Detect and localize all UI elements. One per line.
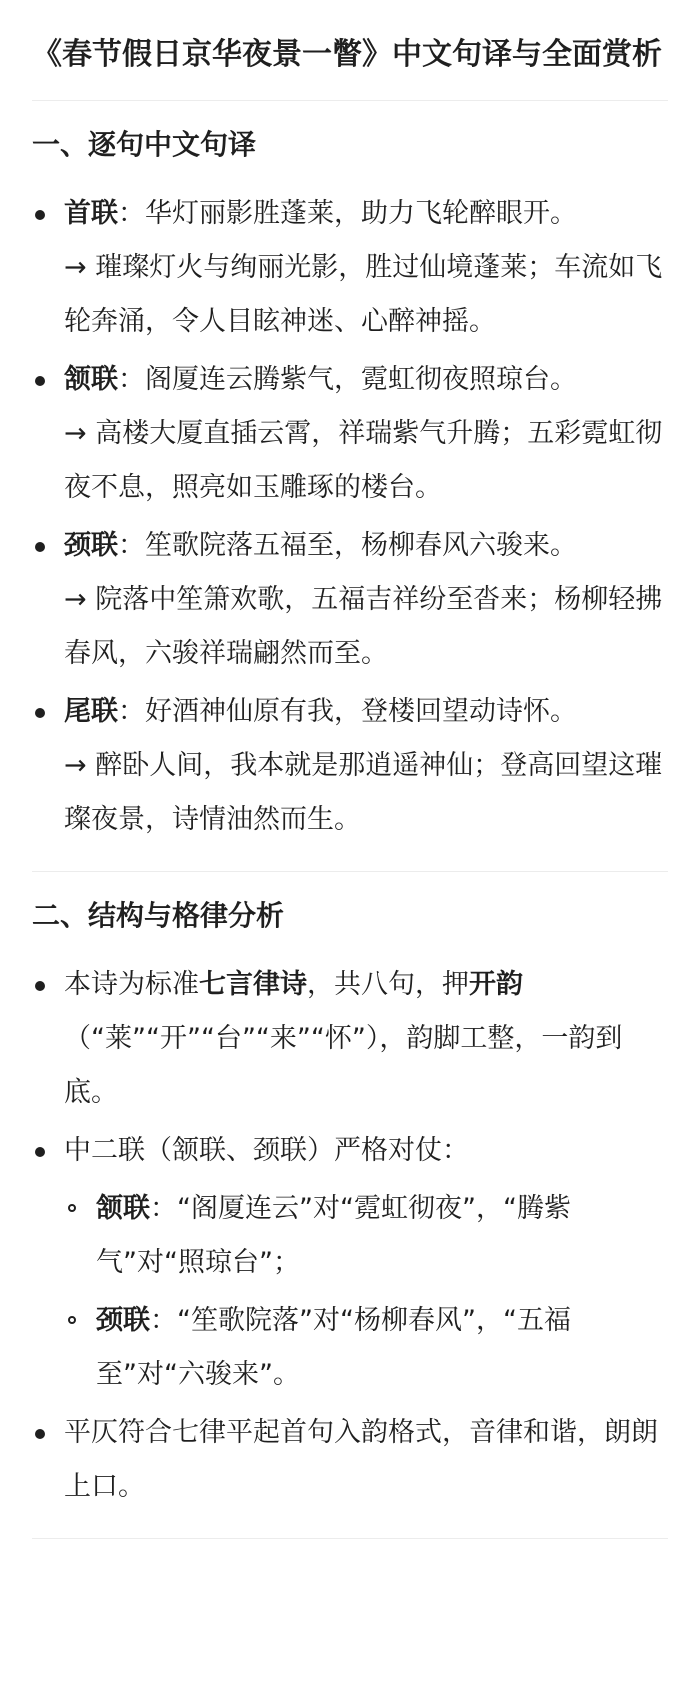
list-item-weilian	[32, 685, 668, 847]
list-text: （“莱”“开”“台”“来”“怀”），韵脚工整，一韵到底。	[64, 1023, 623, 1108]
couplet-translation: → 院落中笙箫欢歌，五福吉祥纷至沓来；杨柳轻拂春风，六骏祥瑞翩然而至。	[64, 584, 663, 669]
couplet-translation: → 璀璨灯火与绚丽光影，胜过仙境蓬莱；车流如飞轮奔涌，令人目眩神迷、心醉神摇。	[64, 252, 663, 337]
couplet-label: 颈联	[96, 1305, 150, 1336]
list-text: 中二联（颔联、颈联）严格对仗：	[64, 1135, 469, 1166]
list-text: ：“笙歌院落”对“杨柳春风”，“五福至”对“六骏来”。	[96, 1305, 571, 1390]
structure-list	[32, 958, 668, 1514]
list-text: 平仄符合七律平起首句入韵格式，音律和谐，朗朗上口。	[64, 1417, 658, 1502]
couplet-translation: → 醉卧人间，我本就是那逍遥神仙；登高回望这璀璨夜景，诗情油然而生。	[64, 750, 663, 835]
couplet-label: 尾联	[64, 696, 118, 727]
couplet-translation: → 高楼大厦直插云霄，祥瑞紫气升腾；五彩霓虹彻夜不息，照亮如玉雕琢的楼台。	[64, 418, 663, 503]
page-title: 《春节假日京华夜景一瞥》中文句译与全面赏析	[32, 37, 662, 72]
section-heading-translation: 一、逐句中文句译	[32, 128, 257, 161]
couplet-line: ：华灯丽影胜蓬莱，助力飞轮醉眼开。	[118, 198, 577, 229]
list-item-form	[32, 958, 668, 1120]
list-item-shoulian	[32, 187, 668, 349]
couplet-line: ：笙歌院落五福至，杨柳春风六骏来。	[118, 530, 577, 561]
emphasis-text: 七言律诗	[199, 969, 307, 1000]
divider	[32, 100, 668, 101]
list-item-jinglian	[32, 519, 668, 681]
list-text: ：“阁厦连云”对“霓虹彻夜”，“腾紫气”对“照琼台”；	[96, 1193, 571, 1278]
list-item-tonal	[32, 1406, 668, 1514]
couplet-label: 颔联	[64, 364, 118, 395]
list-item-hanlian	[32, 353, 668, 515]
sub-list-item-hanlian	[64, 1182, 668, 1290]
translation-list	[32, 187, 668, 847]
couplet-label: 首联	[64, 198, 118, 229]
list-text: 本诗为标准	[64, 969, 199, 1000]
divider	[32, 871, 668, 872]
divider	[32, 1538, 668, 1539]
list-text: ，共八句，押	[307, 969, 469, 1000]
sub-list	[64, 1182, 668, 1402]
list-item-parallelism	[32, 1124, 668, 1402]
sub-list-item-jinglian	[64, 1294, 668, 1402]
couplet-label: 颈联	[64, 530, 118, 561]
couplet-label: 颔联	[96, 1193, 150, 1224]
emphasis-text: 开韵	[469, 969, 523, 1000]
section-heading-structure: 二、结构与格律分析	[32, 899, 285, 932]
couplet-line: ：阁厦连云腾紫气，霓虹彻夜照琼台。	[118, 364, 577, 395]
couplet-line: ：好酒神仙原有我，登楼回望动诗怀。	[118, 696, 577, 727]
